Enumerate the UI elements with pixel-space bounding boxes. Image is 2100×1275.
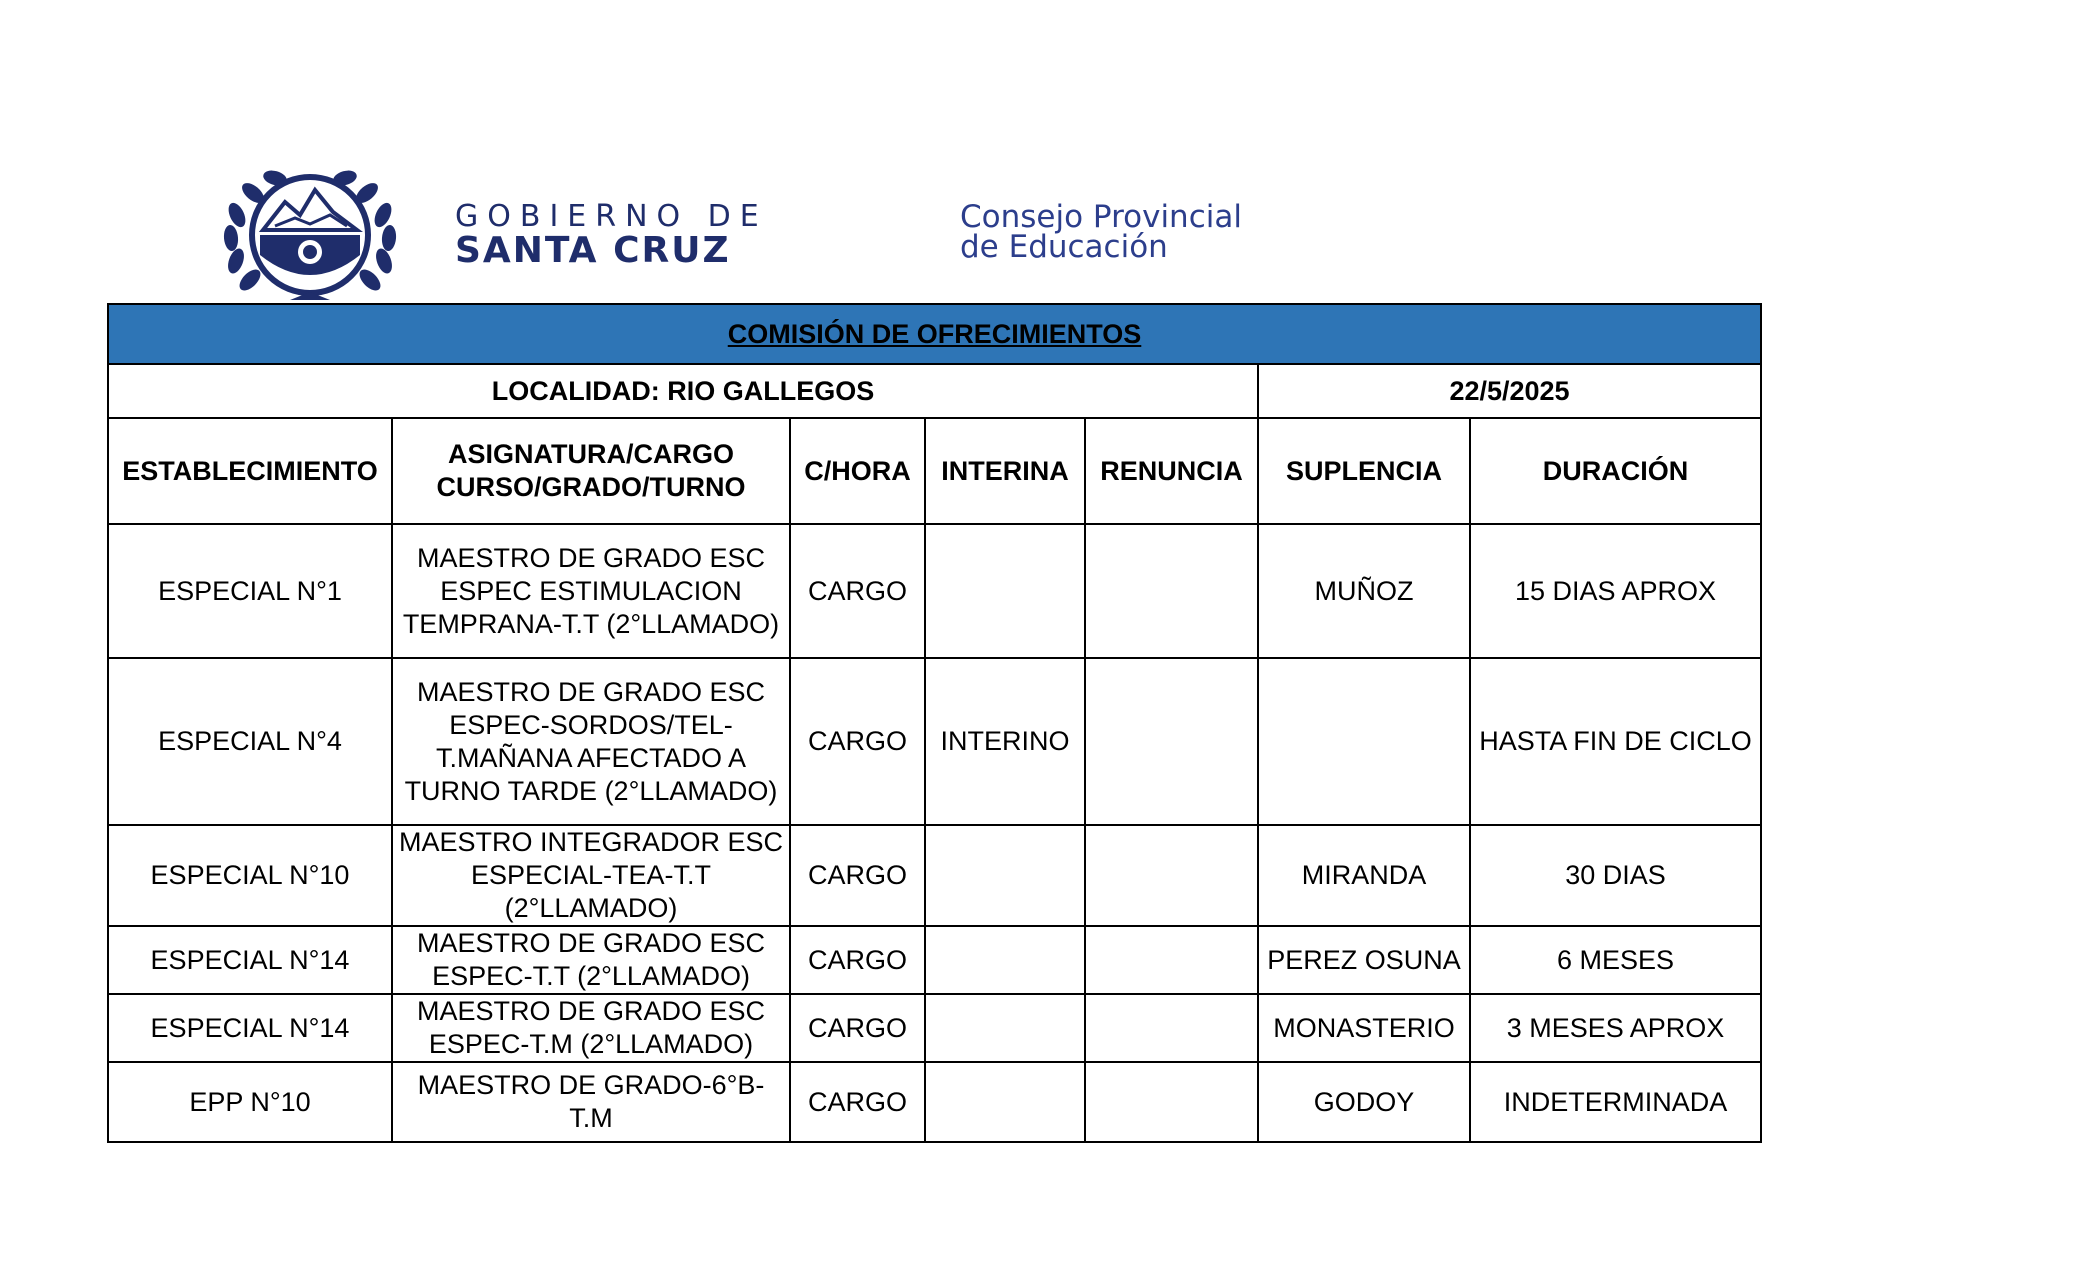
table-row xyxy=(108,825,1761,926)
cell-establecimiento: ESPECIAL N°14 xyxy=(108,926,392,994)
cell-asignatura: MAESTRO INTEGRADOR ESC ESPECIAL-TEA-T.T (2°LLAMADO) xyxy=(392,825,790,926)
fecha: 22/5/2025 xyxy=(1258,364,1761,418)
cell-suplencia: GODOY xyxy=(1258,1062,1470,1142)
cell-suplencia: PEREZ OSUNA xyxy=(1258,926,1470,994)
cell-duracion: 15 DIAS APROX xyxy=(1470,524,1761,658)
document-header xyxy=(215,160,1415,305)
cell-chora: CARGO xyxy=(790,825,925,926)
ofrecimientos-table xyxy=(107,303,1762,1143)
col-establecimiento: ESTABLECIMIENTO xyxy=(108,418,392,524)
cell-suplencia: MIRANDA xyxy=(1258,825,1470,926)
cell-interina xyxy=(925,926,1085,994)
cell-renuncia xyxy=(1085,825,1258,926)
cell-asignatura: MAESTRO DE GRADO-6°B-T.M xyxy=(392,1062,790,1142)
cell-interina xyxy=(925,825,1085,926)
cell-suplencia: MUÑOZ xyxy=(1258,524,1470,658)
cell-chora: CARGO xyxy=(790,524,925,658)
title-row xyxy=(108,304,1761,364)
cell-duracion: 30 DIAS xyxy=(1470,825,1761,926)
table-row xyxy=(108,524,1761,658)
santa-cruz-seal-icon xyxy=(215,160,405,305)
table-title: COMISIÓN DE OFRECIMIENTOS xyxy=(108,304,1761,364)
cell-renuncia xyxy=(1085,1062,1258,1142)
table-row xyxy=(108,1062,1761,1142)
cell-establecimiento: ESPECIAL N°1 xyxy=(108,524,392,658)
cell-duracion: HASTA FIN DE CICLO xyxy=(1470,658,1761,825)
cell-establecimiento: ESPECIAL N°10 xyxy=(108,825,392,926)
col-suplencia: SUPLENCIA xyxy=(1258,418,1470,524)
localidad: LOCALIDAD: RIO GALLEGOS xyxy=(108,364,1258,418)
cell-interina: INTERINO xyxy=(925,658,1085,825)
col-chora: C/HORA xyxy=(790,418,925,524)
gobierno-logo-text xyxy=(455,199,768,271)
cell-interina xyxy=(925,524,1085,658)
cell-interina xyxy=(925,1062,1085,1142)
cell-chora: CARGO xyxy=(790,1062,925,1142)
cell-asignatura: MAESTRO DE GRADO ESC ESPEC-T.T (2°LLAMADO) xyxy=(392,926,790,994)
cell-suplencia xyxy=(1258,658,1470,825)
cell-chora: CARGO xyxy=(790,658,925,825)
cell-suplencia: MONASTERIO xyxy=(1258,994,1470,1062)
cell-renuncia xyxy=(1085,524,1258,658)
col-interina: INTERINA xyxy=(925,418,1085,524)
cell-interina xyxy=(925,994,1085,1062)
col-asignatura: ASIGNATURA/CARGO CURSO/GRADO/TURNO xyxy=(392,418,790,524)
cell-renuncia xyxy=(1085,926,1258,994)
council-line-1: Consejo Provincial xyxy=(960,199,1242,235)
column-headers xyxy=(108,418,1761,524)
cell-asignatura: MAESTRO DE GRADO ESC ESPEC-SORDOS/TEL-T.MAÑANA AFECTADO A TURNO TARDE (2°LLAMADO) xyxy=(392,658,790,825)
cell-duracion: 3 MESES APROX xyxy=(1470,994,1761,1062)
cell-renuncia xyxy=(1085,658,1258,825)
col-duracion: DURACIÓN xyxy=(1470,418,1761,524)
cell-chora: CARGO xyxy=(790,926,925,994)
gov-line-1: GOBIERNO DE xyxy=(455,199,768,234)
table-row xyxy=(108,926,1761,994)
col-renuncia: RENUNCIA xyxy=(1085,418,1258,524)
table-row xyxy=(108,994,1761,1062)
cell-duracion: INDETERMINADA xyxy=(1470,1062,1761,1142)
council-line-2: de Educación xyxy=(960,229,1168,265)
cell-asignatura: MAESTRO DE GRADO ESC ESPEC ESTIMULACION TEMPRANA-T.T (2°LLAMADO) xyxy=(392,524,790,658)
council-logo-text xyxy=(960,199,1242,265)
gov-line-2: SANTA CRUZ xyxy=(455,230,731,271)
cell-establecimiento: ESPECIAL N°14 xyxy=(108,994,392,1062)
cell-asignatura: MAESTRO DE GRADO ESC ESPEC-T.M (2°LLAMADO) xyxy=(392,994,790,1062)
cell-renuncia xyxy=(1085,994,1258,1062)
cell-establecimiento: EPP N°10 xyxy=(108,1062,392,1142)
cell-establecimiento: ESPECIAL N°4 xyxy=(108,658,392,825)
location-row xyxy=(108,364,1761,418)
cell-chora: CARGO xyxy=(790,994,925,1062)
table-row xyxy=(108,658,1761,825)
cell-duracion: 6 MESES xyxy=(1470,926,1761,994)
